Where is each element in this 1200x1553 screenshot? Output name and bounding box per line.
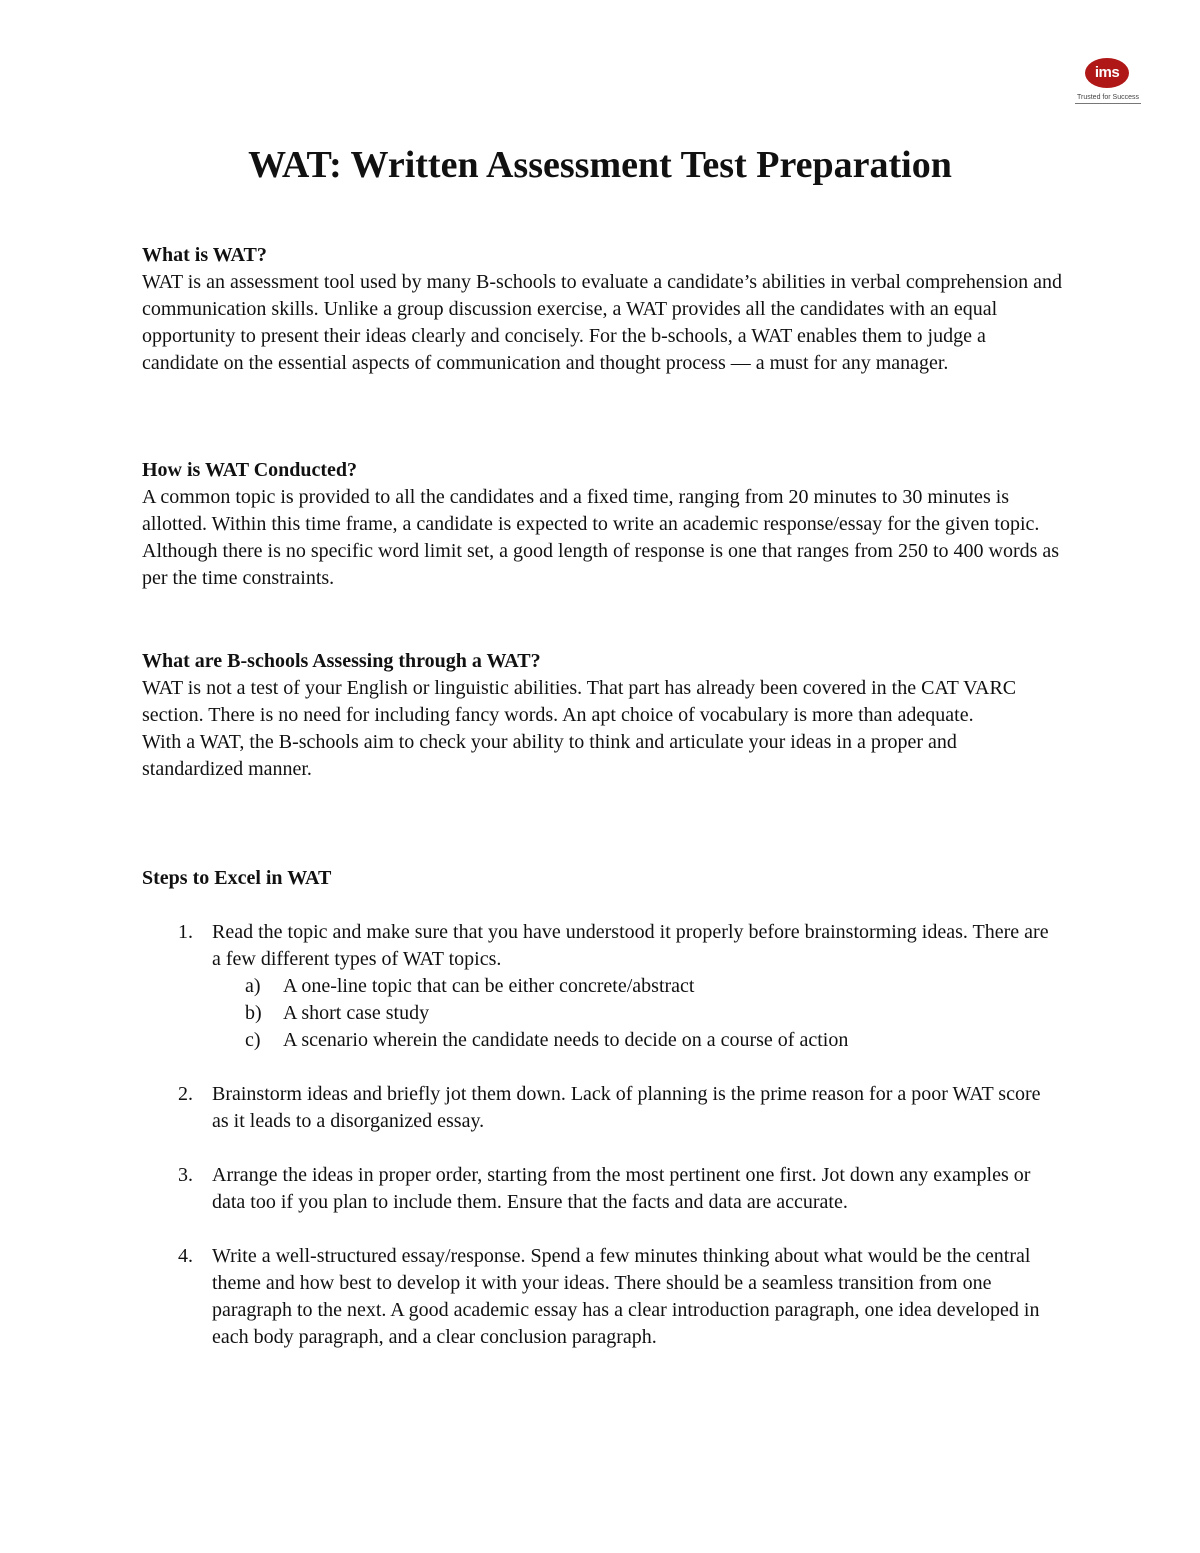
page-title: WAT: Written Assessment Test Preparation [248,144,952,186]
sub-list-text: A scenario wherein the candidate needs to decide on a course of action [283,1029,849,1051]
list-number: 1. [178,921,193,943]
list-item [142,1162,1062,1216]
list-number: 3. [178,1164,193,1186]
sub-list-letter: a) [245,975,261,997]
sub-list-item [142,1027,1062,1054]
list-item [142,1243,1062,1351]
ims-logo [1075,58,1141,108]
section-paragraph: WAT is not a test of your English or linguistic abilities. That part has already been covered in the CAT VARC section. There is no need for including fancy words. An apt choice of vocabulary is more than adequate. [142,677,1017,726]
list-item [142,1081,1062,1135]
list-item [142,919,1062,1054]
list-item-text: Write a well-structured essay/response. Spend a few minutes thinking about what would be the central theme and how best to develop it with your ideas. There should be a seamless transition from one paragraph to the next. A good academic essay has a clear introduction paragraph, one idea developed in each body paragraph, and a clear conclusion paragraph. [212,1245,1040,1348]
section-what-is-wat [142,242,1062,377]
section-paragraph: A common topic is provided to all the candidates and a fixed time, ranging from 20 minutes to 30 minutes is allotted. Within this time frame, a candidate is expected to write an academic response/essay for the given topic. Although there is no specific word limit set, a good length of response is one that ranges from 250 to 400 words as per the time constraints. [142,486,1060,589]
sub-list-text: A short case study [283,1002,430,1024]
section-heading: What is WAT? [142,244,267,266]
sub-list-letter: c) [245,1029,261,1051]
list-number: 4. [178,1245,193,1267]
sub-list-item [142,1000,1062,1027]
section-heading: Steps to Excel in WAT [142,867,332,889]
ims-logo-mark: ims [1085,58,1129,88]
section-what-assessing [142,648,1062,783]
list-item-text: Read the topic and make sure that you have understood it properly before brainstorming ideas. There are a few different types of WAT topics. [212,921,1049,970]
section-paragraph: With a WAT, the B-schools aim to check your ability to think and articulate your ideas in a proper and standardized manner. [142,731,957,780]
ims-logo-tagline: Trusted for Success [1075,93,1141,104]
list-number: 2. [178,1083,193,1105]
steps-list [142,919,1062,1378]
section-how-conducted [142,457,1062,592]
sub-list-text: A one-line topic that can be either concrete/abstract [283,975,695,997]
list-item-text: Arrange the ideas in proper order, starting from the most pertinent one first. Jot down any examples or data too if you plan to include them. Ensure that the facts and data are accurate. [212,1164,1031,1213]
list-item-text: Brainstorm ideas and briefly jot them down. Lack of planning is the prime reason for a poor WAT score as it leads to a disorganized essay. [212,1083,1041,1132]
sub-list-letter: b) [245,1002,262,1024]
sub-list-item [142,973,1062,1000]
section-heading: How is WAT Conducted? [142,459,358,481]
section-paragraph: WAT is an assessment tool used by many B-schools to evaluate a candidate’s abilities in verbal comprehension and communication skills. Unlike a group discussion exercise, a WAT provides all the candidates with an equal opportunity to present their ideas clearly and concisely. For the b-schools, a WAT enables them to judge a candidate on the essential aspects of communication and thought process — a must for any manager. [142,271,1062,374]
section-steps-heading [142,865,1062,892]
section-heading: What are B-schools Assessing through a WAT? [142,650,541,672]
